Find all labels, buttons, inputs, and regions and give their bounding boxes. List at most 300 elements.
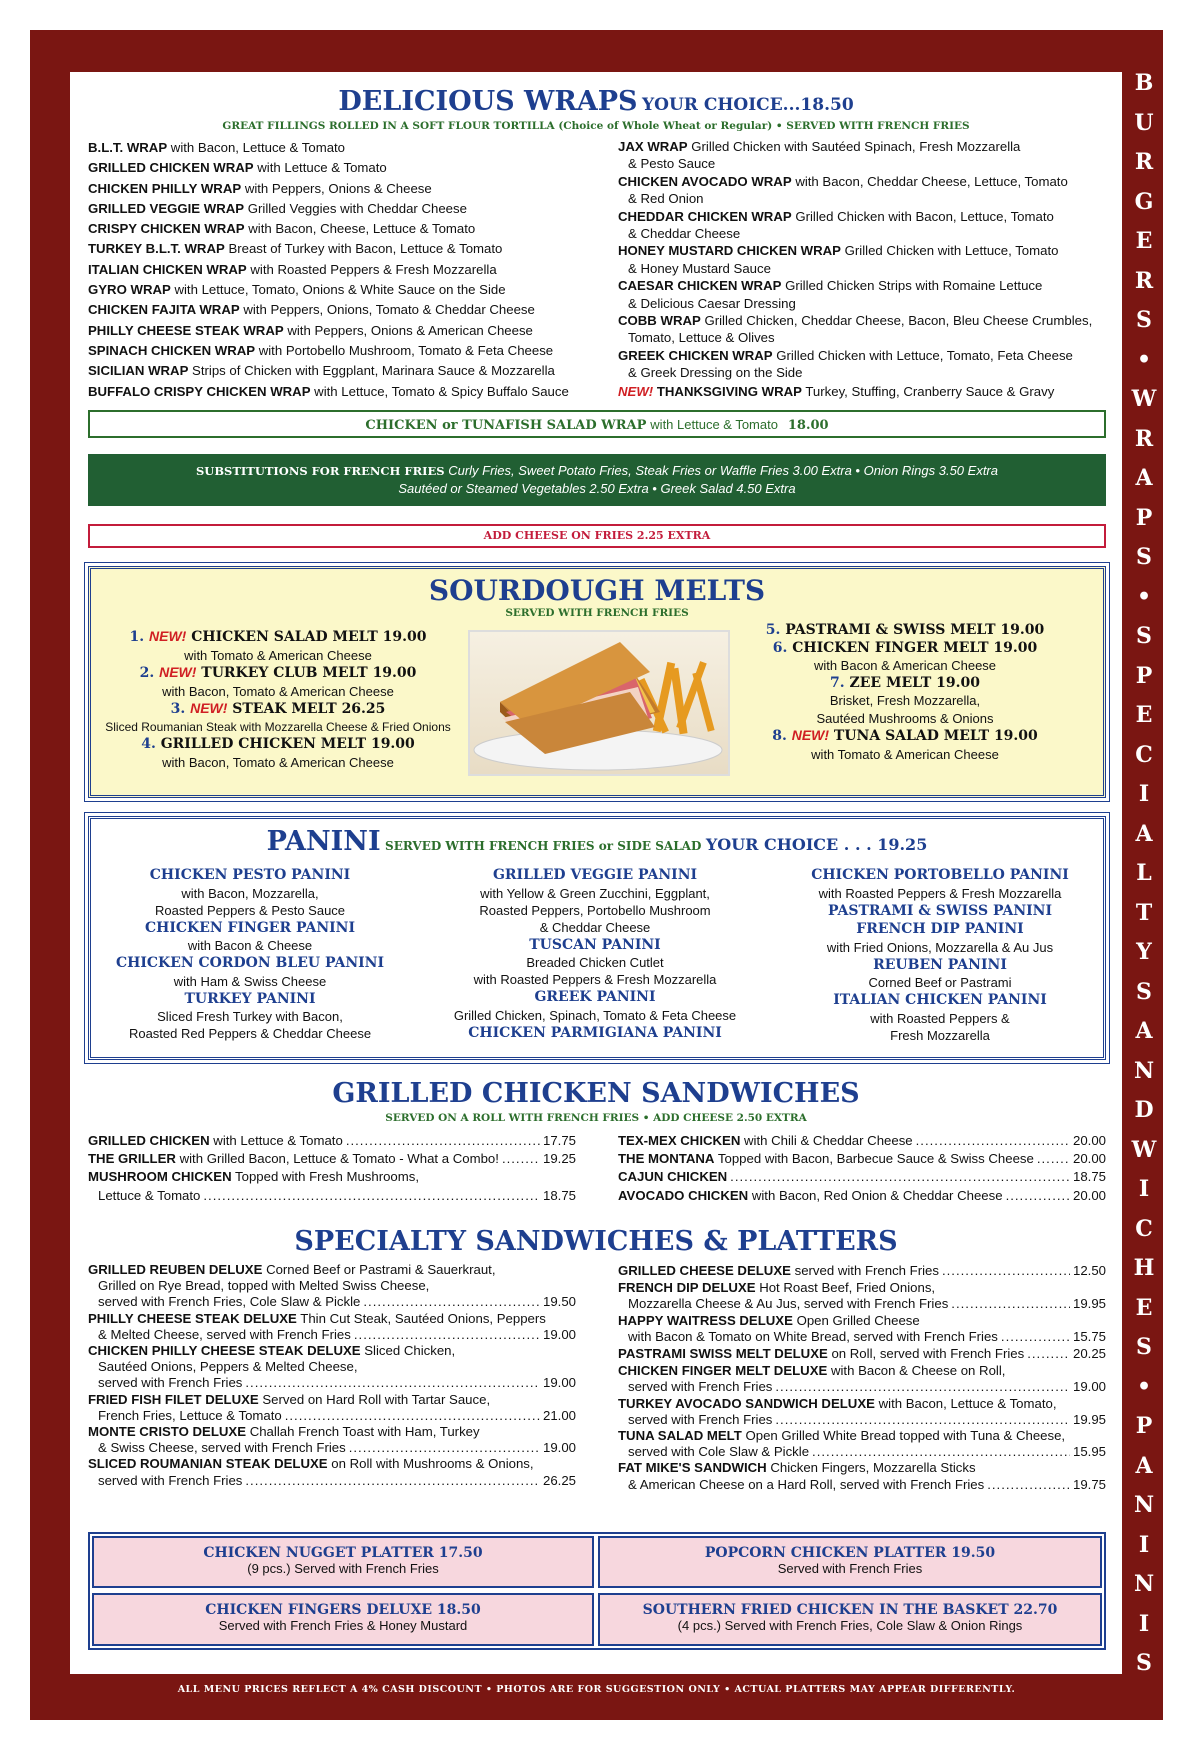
wrap-item xyxy=(88,280,618,300)
melt-item xyxy=(740,622,1070,640)
cheese-fries-box: ADD CHEESE ON FRIES 2.25 EXTRA xyxy=(88,524,1106,548)
item-price: 19.95 xyxy=(1072,1411,1106,1427)
panini-col-2 xyxy=(440,866,750,1042)
item-name: MONTE CRISTO DELUXE xyxy=(88,1424,247,1440)
item-name: THE MONTANA xyxy=(618,1151,715,1167)
item-name: CHICKEN PHILLY CHEESE STEAK DELUXE xyxy=(88,1343,361,1359)
item-price: 19.95 xyxy=(1072,1296,1106,1312)
item-desc: Open Grilled Cheese xyxy=(796,1312,920,1328)
dot-leader xyxy=(1006,1187,1070,1205)
wrap-item xyxy=(88,138,618,158)
wrap-desc: with Lettuce, Tomato & Spicy Buffalo Sauce xyxy=(314,383,569,399)
melt-desc: with Tomato & American Cheese xyxy=(184,647,372,663)
dot-leader xyxy=(775,1379,1070,1395)
menu-item xyxy=(88,1262,576,1278)
item-name: TEX-MEX CHICKEN xyxy=(618,1133,741,1148)
wrap-item xyxy=(88,179,618,199)
dot-leader xyxy=(987,1477,1070,1493)
item-price: 20.25 xyxy=(1072,1346,1106,1362)
item-name: GRILLED REUBEN DELUXE xyxy=(88,1262,263,1277)
panini-desc: Corned Beef or Pastrami xyxy=(868,975,1012,990)
sidebar-letter: I xyxy=(1138,1610,1150,1637)
menu-item-cont xyxy=(618,1379,1106,1395)
item-price: 21.00 xyxy=(542,1407,576,1423)
wrap-name: SICILIAN WRAP xyxy=(88,363,189,379)
wrap-desc-cont: & Greek Dressing on the Side xyxy=(628,365,803,381)
item-desc: Open Grilled White Bread topped with Tuna & Cheese, xyxy=(745,1428,1066,1444)
panini-desc: with Yellow & Green Zucchini, Eggplant, xyxy=(480,885,710,901)
item-desc: Sliced Chicken, xyxy=(364,1343,456,1359)
sidebar-letter: S xyxy=(1136,544,1152,570)
item-name: GRILLED CHEESE DELUXE xyxy=(618,1263,791,1278)
item-price: 18.75 xyxy=(1072,1169,1106,1185)
wrap-item-thanksgiving xyxy=(618,382,1098,402)
new-badge: NEW! xyxy=(791,727,830,743)
menu-item xyxy=(618,1187,1106,1205)
sidebar-letter: E xyxy=(1135,702,1153,728)
menu-item-cont xyxy=(88,1375,576,1391)
sidebar-letter: • xyxy=(1136,1373,1152,1400)
sidebar-letter: N xyxy=(1133,1492,1155,1518)
item-name: CHICKEN FINGER MELT DELUXE xyxy=(618,1363,828,1379)
wrap-item xyxy=(618,277,1098,294)
wrap-name: SPINACH CHICKEN WRAP xyxy=(88,342,256,358)
sidebar-letter: P xyxy=(1135,662,1153,689)
sidebar-letter: R xyxy=(1134,149,1154,175)
melt-number: 3. xyxy=(170,701,186,717)
melt-number: 1. xyxy=(129,629,145,645)
sidebar-letter: A xyxy=(1135,1018,1153,1044)
melt-number: 4. xyxy=(141,736,156,752)
item-desc: Chicken Fingers, Mozzarella Sticks xyxy=(770,1460,976,1476)
menu-item xyxy=(618,1345,1106,1363)
menu-item-cont xyxy=(88,1294,576,1310)
item-desc: Hot Roast Beef, Fried Onions, xyxy=(759,1280,936,1296)
item-name: CAJUN CHICKEN xyxy=(618,1169,728,1185)
wrap-desc: Grilled Chicken Strips with Romaine Lettuce xyxy=(785,278,1043,294)
wrap-desc: with Peppers, Onions & Cheese xyxy=(244,180,432,196)
wraps-header xyxy=(70,86,1122,117)
specialty-left-list xyxy=(88,1262,576,1489)
melt-price: 19.00 xyxy=(372,665,417,681)
sandwich-illustration xyxy=(470,632,728,774)
wrap-item xyxy=(88,158,618,178)
item-name: TUNA SALAD MELT xyxy=(618,1428,742,1444)
wrap-desc: Turkey, Stuffing, Cranberry Sauce & Gravy xyxy=(805,383,1055,399)
item-desc: with Chili & Cheddar Cheese xyxy=(744,1133,913,1148)
item-desc: served with French Fries xyxy=(628,1379,773,1395)
item-desc: with Lettuce & Tomato xyxy=(213,1133,343,1148)
sidebar-letter: I xyxy=(1138,781,1150,807)
item-name: THE GRILLER xyxy=(88,1151,176,1167)
sidebar-letter: N xyxy=(1133,1057,1155,1084)
sidebar-letter: C xyxy=(1135,741,1153,768)
menu-item-cont xyxy=(88,1440,576,1456)
wrap-desc: Grilled Chicken with Lettuce, Tomato, Feta Cheese xyxy=(776,347,1073,363)
salad-wrap-box xyxy=(88,410,1106,438)
grilled-left-list xyxy=(88,1132,576,1205)
sidebar-letter: • xyxy=(1136,346,1152,373)
wrap-desc: Breast of Turkey with Bacon, Lettuce & Tomato xyxy=(228,241,503,257)
dot-leader xyxy=(502,1150,540,1168)
salad-wrap-price: 18.00 xyxy=(787,418,829,433)
sidebar-letter: W xyxy=(1131,386,1157,412)
melt-sandwich-photo xyxy=(468,630,730,776)
panini-desc: Roasted Red Peppers & Cheddar Cheese xyxy=(128,1026,372,1041)
wrap-name: CHICKEN FAJITA WRAP xyxy=(88,302,240,318)
panini-name: CHICKEN PORTOBELLO PANINI xyxy=(811,867,1069,883)
platter-desc: (4 pcs.) Served with French Fries, Cole Slaw & Onion Rings xyxy=(677,1618,1023,1633)
item-price: 19.00 xyxy=(542,1440,576,1456)
dot-leader xyxy=(349,1440,540,1456)
wrap-item xyxy=(88,341,618,361)
sidebar-letter: D xyxy=(1134,1097,1154,1123)
menu-item-cont xyxy=(88,1187,576,1205)
menu-item-cont xyxy=(88,1408,576,1424)
sidebar-letter: S xyxy=(1136,1650,1152,1676)
menu-item-cont xyxy=(618,1477,1106,1493)
menu-item xyxy=(618,1168,1106,1186)
panini-desc: with Bacon & Cheese xyxy=(187,938,313,953)
wrap-item xyxy=(618,138,1098,155)
wraps-right-list xyxy=(618,138,1098,402)
wrap-desc: with Bacon, Lettuce & Tomato xyxy=(170,140,346,155)
item-desc: French Fries, Lettuce & Tomato xyxy=(98,1407,282,1423)
platter-title: CHICKEN NUGGET PLATTER 17.50 xyxy=(203,1545,483,1561)
wrap-desc: with Lettuce & Tomato xyxy=(257,160,387,176)
wrap-name: HONEY MUSTARD CHICKEN WRAP xyxy=(618,243,841,259)
menu-item xyxy=(618,1428,1106,1444)
sidebar-vertical-title xyxy=(1125,72,1163,1674)
wrap-desc: Strips of Chicken with Eggplant, Marinara Sauce & Mozzarella xyxy=(192,363,555,379)
wrap-name: BUFFALO CRISPY CHICKEN WRAP xyxy=(88,383,311,399)
dot-leader xyxy=(203,1187,540,1205)
sidebar-letter: G xyxy=(1134,188,1154,215)
sidebar-letter: E xyxy=(1135,228,1153,254)
dot-leader xyxy=(951,1296,1070,1312)
platter-desc: Served with French Fries xyxy=(777,1561,923,1576)
item-desc: with Bacon, Red Onion & Cheddar Cheese xyxy=(751,1187,1003,1203)
item-desc: Thin Cut Steak, Sautéed Onions, Peppers xyxy=(300,1310,546,1326)
item-desc: Served on Hard Roll with Tartar Sauce, xyxy=(262,1391,491,1407)
new-badge: NEW! xyxy=(159,664,197,680)
item-label xyxy=(618,1187,1003,1205)
item-desc: & Swiss Cheese, served with French Fries xyxy=(98,1440,346,1456)
platter-southern xyxy=(598,1593,1102,1646)
sidebar-letter: C xyxy=(1135,1215,1153,1242)
panini-desc: Fresh Mozzarella xyxy=(890,1027,990,1043)
sidebar-letter: S xyxy=(1136,1334,1152,1360)
melt-item xyxy=(98,664,458,683)
dot-leader xyxy=(1027,1345,1070,1363)
panini-name: REUBEN PANINI xyxy=(873,956,1007,973)
menu-item-cont: Grilled on Rye Bread, topped with Melted Swiss Cheese, xyxy=(98,1278,430,1294)
melt-name: PASTRAMI & SWISS MELT xyxy=(785,622,996,638)
item-name: MUSHROOM CHICKEN xyxy=(88,1169,232,1185)
wrap-desc-cont: & Pesto Sauce xyxy=(628,156,716,172)
sidebar-letter: W xyxy=(1131,1136,1157,1163)
menu-item xyxy=(88,1150,576,1168)
melt-price: 19.00 xyxy=(370,736,415,752)
sidebar-letter: E xyxy=(1135,1294,1153,1321)
wrap-desc: Grilled Chicken with Lettuce, Tomato xyxy=(844,243,1059,259)
sidebar-letter: S xyxy=(1136,623,1152,649)
item-label xyxy=(618,1150,1034,1168)
platter-nugget xyxy=(92,1536,594,1588)
melt-name: CHICKEN FINGER MELT xyxy=(792,639,989,656)
wrap-desc: Grilled Chicken, Cheddar Cheese, Bacon, Bleu Cheese Crumbles, xyxy=(704,313,1093,329)
dot-leader xyxy=(285,1408,540,1424)
panini-name: CHICKEN PESTO PANINI xyxy=(149,867,351,883)
wrap-name: CRISPY CHICKEN WRAP xyxy=(88,221,245,237)
wrap-desc: with Peppers, Onions, Tomato & Cheddar Cheese xyxy=(243,302,535,318)
substitutions-banner xyxy=(88,454,1106,506)
grilled-subtitle: SERVED ON A ROLL WITH FRENCH FRIES • ADD CHEESE 2.50 EXTRA xyxy=(385,1112,807,1124)
item-desc: served with French Fries xyxy=(794,1263,939,1278)
melts-right-list xyxy=(740,622,1070,763)
melt-price: 19.00 xyxy=(1000,622,1045,638)
item-desc: on Roll with Mushrooms & Onions, xyxy=(331,1456,534,1472)
wraps-choice: YOUR CHOICE...18.50 xyxy=(642,95,854,115)
wrap-desc: with Bacon, Cheese, Lettuce & Tomato xyxy=(248,221,476,237)
panini-col-3 xyxy=(790,866,1090,1044)
salad-wrap-desc: with Lettuce & Tomato xyxy=(650,417,778,432)
menu-item-cont xyxy=(88,1473,576,1489)
menu-item-cont xyxy=(88,1327,576,1343)
platter-desc: Served with French Fries & Honey Mustard xyxy=(218,1618,468,1633)
wrap-desc-cont: & Honey Mustard Sauce xyxy=(628,260,771,276)
item-desc: Challah French Toast with Ham, Turkey xyxy=(249,1424,480,1440)
item-price: 18.75 xyxy=(542,1187,576,1203)
wrap-name: CAESAR CHICKEN WRAP xyxy=(618,278,782,294)
wrap-name: GRILLED VEGGIE WRAP xyxy=(88,200,245,216)
platter-desc: (9 pcs.) Served with French Fries xyxy=(247,1561,439,1576)
dot-leader xyxy=(245,1375,540,1391)
item-desc: served with Cole Slaw & Pickle xyxy=(628,1444,810,1460)
item-desc: Lettuce & Tomato xyxy=(98,1187,201,1203)
item-label xyxy=(618,1168,727,1186)
item-name: FAT MIKE'S SANDWICH xyxy=(618,1460,767,1476)
wrap-desc: Grilled Chicken with Sautéed Spinach, Fresh Mozzarella xyxy=(691,139,1021,154)
wrap-name: B.L.T. WRAP xyxy=(88,140,168,155)
panini-subtitle: SERVED WITH FRENCH FRIES or SIDE SALAD xyxy=(385,839,702,853)
item-label xyxy=(618,1262,939,1280)
item-price: 19.50 xyxy=(542,1294,576,1310)
item-name: FRIED FISH FILET DELUXE xyxy=(88,1391,259,1407)
melt-name: CHICKEN SALAD MELT xyxy=(191,629,378,645)
item-name: PHILLY CHEESE STEAK DELUXE xyxy=(88,1310,297,1326)
wrap-name: ITALIAN CHICKEN WRAP xyxy=(88,261,247,277)
melt-name: TURKEY CLUB MELT xyxy=(201,665,368,681)
panini-name: ITALIAN CHICKEN PANINI xyxy=(833,992,1047,1008)
specialty-title: SPECIALTY SANDWICHES & PLATTERS xyxy=(294,1226,898,1257)
menu-item xyxy=(618,1460,1106,1476)
melt-price: 19.00 xyxy=(382,629,427,645)
panini-name: GRILLED VEGGIE PANINI xyxy=(492,867,698,883)
menu-item xyxy=(88,1311,576,1327)
item-desc: served with French Fries xyxy=(98,1375,243,1391)
melt-price: 19.00 xyxy=(993,728,1038,744)
wrap-item xyxy=(88,321,618,341)
item-price: 20.00 xyxy=(1072,1187,1106,1203)
melt-desc: with Bacon, Tomato & American Cheese xyxy=(162,754,394,770)
menu-item xyxy=(618,1262,1106,1280)
menu-item-cont xyxy=(618,1444,1106,1460)
wrap-item xyxy=(618,312,1098,329)
sidebar-letter: I xyxy=(1138,1531,1150,1558)
menu-item xyxy=(618,1280,1106,1296)
item-price: 19.25 xyxy=(542,1151,576,1167)
menu-item xyxy=(618,1132,1106,1150)
wrap-item xyxy=(88,199,618,219)
subs-line1: Curly Fries, Sweet Potato Fries, Steak Fries or Waffle Fries 3.00 Extra • Onion Rings 3.50 Extra xyxy=(448,463,998,478)
melt-desc: Sautéed Mushrooms & Onions xyxy=(816,710,994,726)
melt-item xyxy=(740,675,1070,693)
sidebar-letter: P xyxy=(1135,504,1153,531)
item-price: 19.00 xyxy=(542,1375,576,1391)
panini-name: TUSCAN PANINI xyxy=(529,936,661,953)
item-desc: with Bacon & Cheese on Roll, xyxy=(830,1363,1006,1379)
item-name: FRENCH DIP DELUXE xyxy=(618,1280,756,1296)
melt-item xyxy=(740,640,1070,658)
wraps-left-list xyxy=(88,138,618,402)
wrap-desc: with Roasted Peppers & Fresh Mozzarella xyxy=(250,261,497,277)
sidebar-letter: • xyxy=(1136,583,1152,610)
sidebar-letter: U xyxy=(1134,109,1154,136)
sidebar-letter: N xyxy=(1133,1571,1155,1597)
wrap-name: THANKSGIVING WRAP xyxy=(656,383,802,399)
wrap-desc: with Portobello Mushroom, Tomato & Feta Cheese xyxy=(258,342,554,358)
wrap-desc: Grilled Veggies with Cheddar Cheese xyxy=(247,200,467,216)
melt-name: GRILLED CHICKEN MELT xyxy=(160,736,367,752)
sidebar-letter: A xyxy=(1135,465,1153,491)
wraps-subtitle: GREAT FILLINGS ROLLED IN A SOFT FLOUR TORTILLA (Choice of Whole Wheat or Regular) • SERVED WITH FRENCH FRIES xyxy=(222,120,970,132)
melts-left-list xyxy=(98,628,458,771)
item-name: TURKEY AVOCADO SANDWICH DELUXE xyxy=(618,1395,875,1411)
item-price: 20.00 xyxy=(1072,1151,1106,1167)
sidebar-letter: H xyxy=(1133,1255,1155,1281)
melt-number: 7. xyxy=(830,674,845,691)
item-desc: on Roll, served with French Fries xyxy=(831,1346,1025,1362)
melt-number: 5. xyxy=(765,622,781,638)
sidebar-letter: Y xyxy=(1136,939,1152,965)
panini-desc: with Fried Onions, Mozzarella & Au Jus xyxy=(826,939,1054,955)
panini-name: TURKEY PANINI xyxy=(184,990,316,1007)
subs-line2: Sautéed or Steamed Vegetables 2.50 Extra • Greek Salad 4.50 Extra xyxy=(398,481,796,496)
sidebar-letter: S xyxy=(1136,307,1152,333)
panini-name: CHICKEN FINGER PANINI xyxy=(144,919,356,936)
menu-item xyxy=(618,1363,1106,1379)
wrap-desc-cont: Tomato, Lettuce & Olives xyxy=(628,330,775,346)
melt-number: 2. xyxy=(139,665,155,681)
item-desc: Topped with Fresh Mushrooms, xyxy=(235,1169,420,1185)
wrap-item xyxy=(88,300,618,320)
melt-price: 26.25 xyxy=(341,701,386,717)
wrap-name: CHEDDAR CHICKEN WRAP xyxy=(618,208,792,224)
wrap-name: CHICKEN AVOCADO WRAP xyxy=(618,173,792,189)
melt-item xyxy=(740,727,1070,746)
melt-desc: Sliced Roumanian Steak with Mozzarella Cheese & Fried Onions xyxy=(105,719,451,734)
dot-leader xyxy=(1001,1329,1070,1345)
menu-item xyxy=(88,1424,576,1440)
item-name: GRILLED CHICKEN xyxy=(88,1133,210,1148)
sidebar-letter: L xyxy=(1136,860,1152,886)
wrap-desc: with Bacon, Cheddar Cheese, Lettuce, Tomato xyxy=(795,173,1068,189)
menu-item-cont xyxy=(618,1412,1106,1428)
wrap-desc: with Lettuce, Tomato, Onions & White Sauce on the Side xyxy=(174,282,506,298)
panini-name: CHICKEN CORDON BLEU PANINI xyxy=(115,955,385,971)
wraps-title: DELICIOUS WRAPS xyxy=(338,86,638,117)
melt-number: 8. xyxy=(772,728,787,744)
item-price: 15.95 xyxy=(1072,1444,1106,1460)
platter-title: CHICKEN FINGERS DELUXE 18.50 xyxy=(205,1602,481,1618)
panini-desc: Roasted Peppers & Pesto Sauce xyxy=(154,902,346,918)
item-desc: served with French Fries, Cole Slaw & Pickle xyxy=(98,1294,361,1310)
melt-item xyxy=(98,628,458,647)
new-badge: NEW! xyxy=(190,700,228,716)
panini-name: CHICKEN PARMIGIANA PANINI xyxy=(468,1024,722,1041)
specialty-right-list xyxy=(618,1262,1106,1493)
wrap-item xyxy=(618,208,1098,225)
platter-popcorn xyxy=(598,1536,1102,1588)
sidebar-letter: T xyxy=(1135,899,1153,926)
item-desc: Corned Beef or Pastrami & Sauerkraut, xyxy=(266,1262,496,1277)
melt-desc: with Bacon, Tomato & American Cheese xyxy=(162,683,394,699)
item-desc: & American Cheese on a Hard Roll, served with French Fries xyxy=(628,1476,985,1492)
item-price: 19.00 xyxy=(1072,1379,1106,1395)
wrap-name: CHICKEN PHILLY WRAP xyxy=(88,180,242,196)
wrap-name: COBB WRAP xyxy=(618,313,701,329)
item-price: 17.75 xyxy=(542,1133,576,1148)
panini-desc: Grilled Chicken, Spinach, Tomato & Feta Cheese xyxy=(453,1007,737,1023)
wrap-desc: Grilled Chicken with Bacon, Lettuce, Tomato xyxy=(795,208,1054,224)
panini-name: FRENCH DIP PANINI xyxy=(856,921,1024,937)
wrap-name: JAX WRAP xyxy=(618,139,688,154)
dot-leader xyxy=(916,1132,1070,1150)
panini-choice: YOUR CHOICE . . . 19.25 xyxy=(705,835,928,854)
melt-name: TUNA SALAD MELT xyxy=(833,728,990,744)
wrap-name: GRILLED CHICKEN WRAP xyxy=(88,160,254,176)
melt-item xyxy=(98,736,458,754)
panini-desc: Sliced Fresh Turkey with Bacon, xyxy=(157,1009,343,1024)
menu-item xyxy=(88,1456,576,1472)
melt-price: 19.00 xyxy=(993,639,1038,656)
melt-price: 19.00 xyxy=(936,674,980,691)
dot-leader xyxy=(1037,1150,1070,1168)
dot-leader xyxy=(775,1412,1070,1428)
panini-desc: with Ham & Swiss Cheese xyxy=(173,973,327,989)
item-desc: with Bacon, Lettuce & Tomato, xyxy=(878,1395,1057,1411)
item-desc: & Melted Cheese, served with French Fries xyxy=(98,1326,351,1342)
panini-desc: Roasted Peppers, Portobello Mushroom xyxy=(479,902,711,918)
dot-leader xyxy=(354,1327,540,1343)
menu-item-cont xyxy=(618,1329,1106,1345)
sidebar-letter: A xyxy=(1135,820,1153,847)
item-price: 19.00 xyxy=(542,1326,576,1342)
item-desc: with Grilled Bacon, Lettuce & Tomato - What a Combo! xyxy=(179,1151,499,1167)
item-name: SLICED ROUMANIAN STEAK DELUXE xyxy=(88,1456,328,1472)
dot-leader xyxy=(245,1473,540,1489)
new-badge: NEW! xyxy=(149,628,187,644)
salad-wrap-name: CHICKEN or TUNAFISH SALAD WRAP xyxy=(365,418,647,433)
menu-item xyxy=(88,1132,576,1150)
wrap-name: GYRO WRAP xyxy=(88,282,171,298)
panini-desc: with Roasted Peppers & Fresh Mozzarella xyxy=(818,885,1062,901)
melt-desc: Brisket, Fresh Mozzarella, xyxy=(829,693,981,708)
menu-item xyxy=(618,1396,1106,1412)
panini-desc: Breaded Chicken Cutlet xyxy=(526,955,664,970)
item-label xyxy=(88,1132,343,1150)
